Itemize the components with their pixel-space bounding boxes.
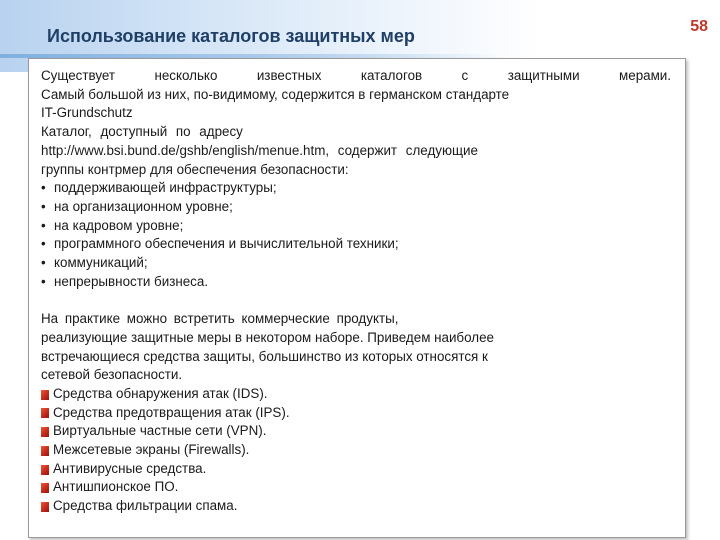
list-item-text: на организационном уровне;	[54, 198, 233, 214]
square-bullet-icon	[41, 408, 49, 418]
intro-line-6: группы контрмер для обеспечения безопасности:	[41, 161, 349, 177]
list-item-text: Антишпионское ПО.	[53, 479, 179, 495]
square-bullet-icon	[41, 390, 49, 400]
list-item-text: Межсетевые экраны (Firewalls).	[53, 442, 250, 458]
bullet-icon: •	[41, 180, 46, 196]
bullet-icon: •	[41, 255, 46, 271]
list-item	[41, 385, 671, 404]
content-box	[28, 58, 686, 538]
list-item	[41, 497, 671, 516]
list-item-text: непрерывности бизнеса.	[54, 273, 209, 289]
square-bullet-icon	[41, 502, 49, 512]
list-item	[41, 254, 671, 273]
list-item-text: программного обеспечения и вычислительной техники;	[54, 236, 399, 252]
practice-line-3: встречающиеся средства защиты, большинство из которых относятся к	[41, 348, 488, 364]
practice-line-1: На практике можно встретить коммерческие продукты,	[41, 311, 399, 327]
square-bullet-icon	[41, 483, 49, 493]
intro-line-2: Самый большой из них, по-видимому, содержится в германском стандарте	[41, 86, 510, 102]
slide-title: Использование каталогов защитных мер	[47, 26, 415, 46]
practice-line-2: реализующие защитные меры в некотором наборе. Приведем наиболее	[41, 329, 494, 345]
list-item	[41, 404, 671, 423]
list-item	[41, 460, 671, 479]
list-item-text: поддерживающей инфраструктуры;	[54, 180, 277, 196]
list-item-text: Антивирусные средства.	[53, 460, 207, 476]
list-item-text: Средства фильтрации спама.	[53, 498, 238, 514]
list-item	[41, 441, 671, 460]
slide-body	[41, 67, 671, 516]
list-item	[41, 198, 671, 217]
list-item	[41, 235, 671, 254]
bullet-icon: •	[41, 273, 46, 289]
list-item	[41, 422, 671, 441]
spacer	[41, 291, 671, 310]
intro-line-1: Существует несколько известных каталогов с защитными мерами.	[41, 68, 671, 83]
list-item-text: коммуникаций;	[54, 255, 148, 271]
intro-line-4: Каталог, доступный по адресу	[41, 124, 243, 140]
list-item	[41, 273, 671, 292]
square-bullet-icon	[41, 446, 49, 456]
list-item-text: Средства предотвращения атак (IPS).	[53, 404, 290, 420]
practice-line-4: сетевой безопасности.	[41, 367, 183, 383]
bullet-icon: •	[41, 198, 46, 214]
list-item-text: на кадровом уровне;	[54, 217, 184, 233]
square-bullet-icon	[41, 465, 49, 475]
bullet-icon: •	[41, 217, 46, 233]
square-bullet-icon	[41, 427, 49, 437]
list-item	[41, 478, 671, 497]
intro-line-5: http://www.bsi.bund.de/gshb/english/menue.htm, содержит следующие	[41, 142, 478, 158]
list-item-text: Виртуальные частные сети (VPN).	[53, 423, 267, 439]
bullet-icon: •	[41, 236, 46, 252]
list-item-text: Средства обнаружения атак (IDS).	[53, 385, 268, 401]
list-item	[41, 179, 671, 198]
intro-line-3: IT-Grundschutz	[41, 105, 133, 121]
slide-number: 58	[690, 18, 708, 35]
list-item	[41, 217, 671, 236]
